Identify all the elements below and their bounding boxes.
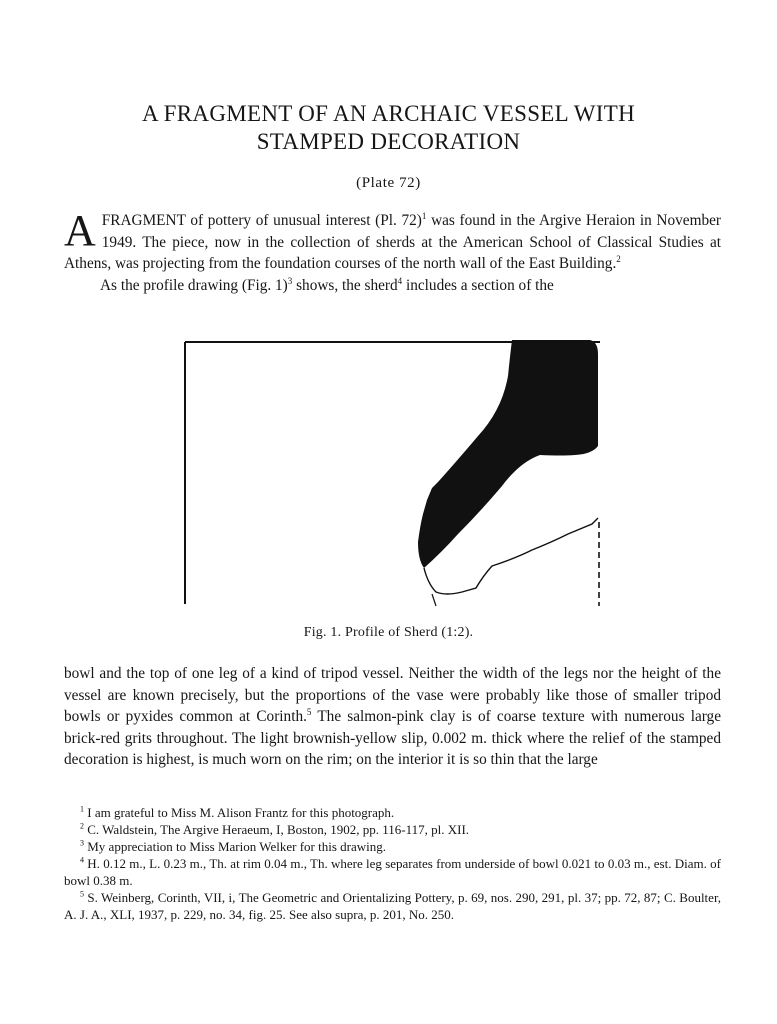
footnote-text: H. 0.12 m., L. 0.23 m., Th. at rim 0.04 m., Th. where leg separates from underside of bowl 0.021 to 0.03 m., est. Diam. of bowl 0.38 m.	[64, 856, 721, 888]
continuation-text	[64, 663, 721, 771]
figure-caption: Fig. 1. Profile of Sherd (1:2).	[303, 625, 474, 640]
intro-text	[64, 206, 721, 296]
footnote-text: My appreciation to Miss Marion Welker for this drawing.	[84, 839, 386, 854]
paragraph-2-text: As the profile drawing (Fig. 1)	[100, 276, 288, 294]
paragraph-2	[64, 275, 721, 297]
footnote-5	[64, 889, 721, 923]
footnotes	[64, 804, 721, 923]
broken-break-line	[432, 594, 436, 606]
article-title	[60, 100, 717, 156]
footnote-number: 2	[80, 821, 84, 831]
footnote-ref-2: 2	[616, 253, 621, 264]
footnote-text: C. Waldstein, The Argive Heraeum, I, Boston, 1902, pp. 116-117, pl. XII.	[84, 822, 470, 837]
footnote-2	[64, 821, 721, 838]
footnote-text: S. Weinberg, Corinth, VII, i, The Geometric and Orientalizing Pottery, p. 69, nos. 290, 291, pl. 37; pp. 72, 87; C. Boulter, A. J. A., XLI, 1937, p. 229, no. 34, fig. 25. See also supra, p. 201, No. 250.	[64, 890, 721, 922]
footnote-ref-1: 1	[421, 210, 427, 221]
paragraph-3-text-2: The salmon-pink clay is of coarse texture with numerous large brick-red grits throughout. The light brownish-yellow slip, 0.002 m. thick where the relief of the stamped decoration is highest, is much worn on the rim; on the interior it is so thin that the large	[64, 708, 721, 768]
paragraph-3	[64, 663, 721, 771]
paragraph-2-text-3: includes a section of the	[402, 276, 554, 294]
footnote-number: 1	[80, 804, 84, 814]
footnote-ref-4: 4	[397, 275, 403, 286]
drop-cap: A	[64, 206, 96, 255]
footnote-number: 3	[80, 838, 84, 848]
footnote-number: 4	[80, 855, 84, 865]
sherd-section-black	[418, 340, 598, 568]
paragraph-1-text: FRAGMENT of pottery of unusual interest (Pl. 72)	[101, 212, 422, 229]
paragraph-3-text: bowl and the top of one leg of a kind of tripod vessel. Neither the width of the legs nor the height of the vessel are known precisely, but the proportions of the vase were probably like those of smaller tripod bowls or pyxides common at Corinth.	[64, 665, 721, 725]
footnote-ref-5: 5	[306, 706, 312, 717]
paragraph-2-text-2: shows, the sherd	[292, 276, 398, 294]
footnote-ref-3: 3	[287, 275, 293, 286]
footnote-1	[64, 804, 721, 821]
sherd-profile-drawing	[180, 336, 605, 608]
footnote-4	[64, 855, 721, 889]
paragraph-1-text-2: was found in the Argive Heraion in November 1949. The piece, now in the collection of sherds at the American School of Classical Studies at Athens, was projecting from the foundation courses of the north wall of the East Building.	[64, 212, 721, 272]
title-line-2: STAMPED DECORATION	[256, 129, 521, 154]
footnote-number: 5	[80, 889, 84, 899]
footnote-3	[64, 838, 721, 855]
plate-reference: (Plate 72)	[356, 175, 421, 191]
footnote-text: I am grateful to Miss M. Alison Frantz for this photograph.	[84, 805, 395, 820]
paragraph-1	[64, 206, 721, 275]
title-line-1: A FRAGMENT OF AN ARCHAIC VESSEL WITH	[141, 101, 635, 126]
